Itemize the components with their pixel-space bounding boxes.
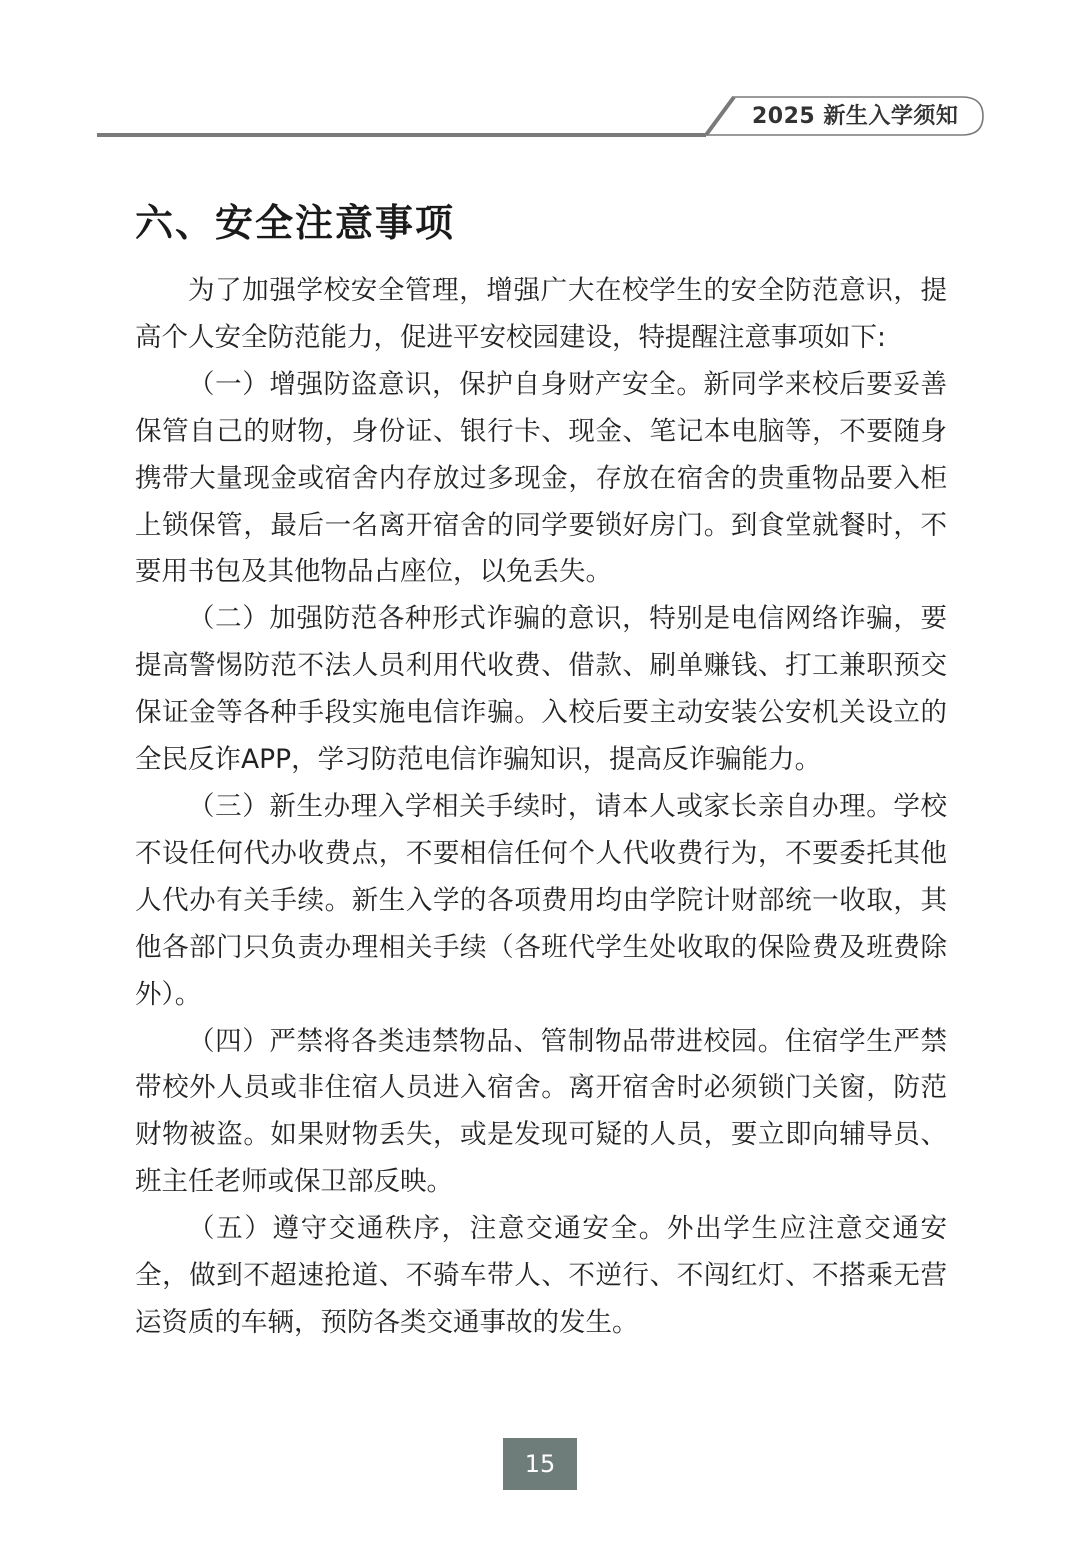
paragraph-item-3: （三）新生办理入学相关手续时，请本人或家长亲自办理。学校不设任何代办收费点，不要相信任何个人代收费行为，不要委托其他人代办有关手续。新生入学的各项费用均由学院计财部统一收取，其他各部门只负责办理相关手续（各班代学生处收取的保险费及班费除外）。	[135, 790, 947, 1010]
paragraph-item-2: （二）加强防范各种形式诈骗的意识，特别是电信网络诈骗，要提高警惕防范不法人员利用代收费、借款、刷单赚钱、打工兼职预交保证金等各种手段实施电信诈骗。入校后要主动安装公安机关设立的全民反诈APP，学习防范电信诈骗知识，提高反诈骗能力。	[135, 603, 947, 776]
header-tab-slant	[706, 97, 734, 135]
paragraph-item-1: （一）增强防盗意识，保护自身财产安全。新同学来校后要妥善保管自己的财物，身份证、银行卡、现金、笔记本电脑等，不要随身携带大量现金或宿舍内存放过多现金，存放在宿舍的贵重物品要入柜上锁保管，最后一名离开宿舍的同学要锁好房门。到食堂就餐时，不要用书包及其他物品占座位，以免丢失。	[135, 368, 947, 588]
header-title: 2025 新生入学须知	[752, 104, 959, 129]
paragraph-item-5: （五）遵守交通秩序，注意交通安全。外出学生应注意交通安全，做到不超速抢道、不骑车带人、不逆行、不闯红灯、不搭乘无营运资质的车辆，预防各类交通事故的发生。	[135, 1213, 947, 1338]
paragraph-item-4: （四）严禁将各类违禁物品、管制物品带进校园。住宿学生严禁带校外人员或非住宿人员进入宿舍。离开宿舍时必须锁门关窗，防范财物被盗。如果财物丢失，或是发现可疑的人员，要立即向辅导员、班主任老师或保卫部反映。	[135, 1025, 947, 1198]
page-number: 15	[503, 1438, 577, 1490]
body-content	[135, 268, 947, 1347]
section-title: 六、安全注意事项	[135, 201, 456, 245]
paragraph-intro: 为了加强学校安全管理，增强广大在校学生的安全防范意识，提高个人安全防范能力，促进平安校园建设，特提醒注意事项如下:	[135, 275, 947, 353]
page-header	[0, 0, 1080, 150]
